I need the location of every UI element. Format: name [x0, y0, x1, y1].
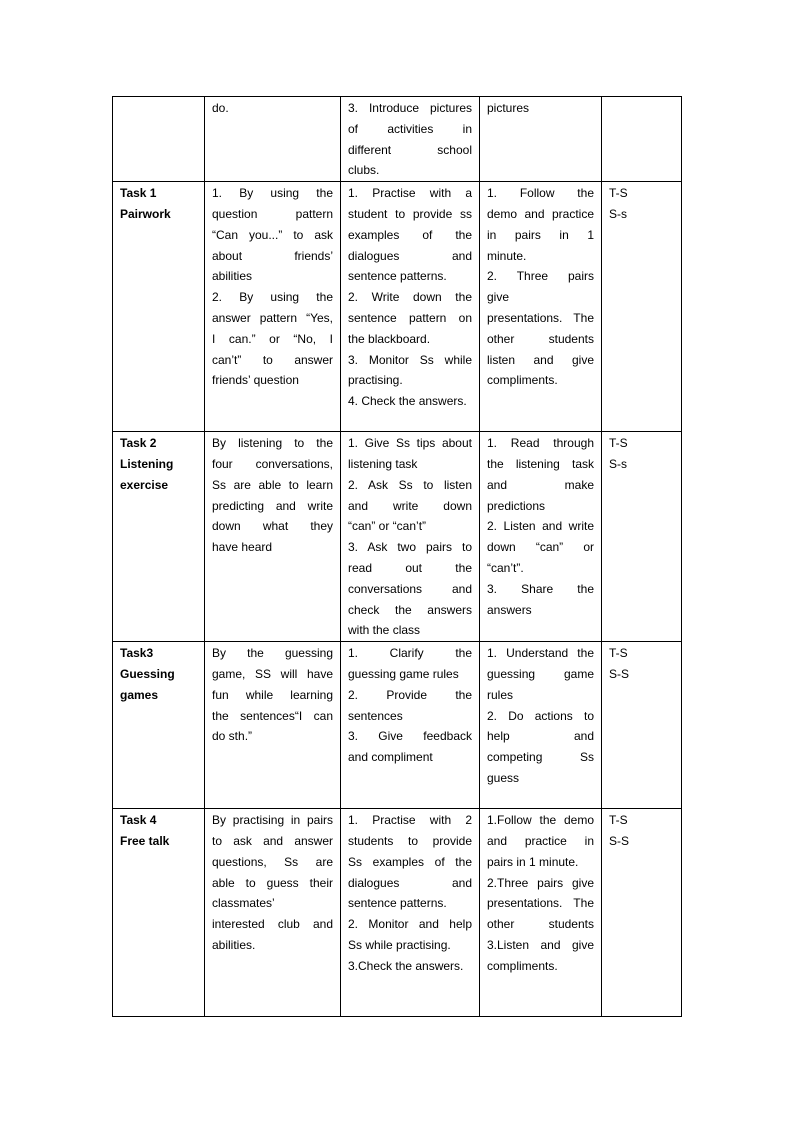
objective-cell	[205, 642, 341, 809]
interaction-text-line: S-s	[609, 206, 627, 221]
teacher-text-line: sentence pattern on	[348, 310, 472, 325]
objective-text-line: down what they	[212, 519, 333, 534]
teacher-text-line: the blackboard.	[348, 331, 431, 346]
teacher-text-line: dialogues and	[348, 248, 472, 263]
teacher-text-line: students to provide	[348, 833, 472, 848]
stage-text-line: Task 2	[120, 436, 157, 451]
student-text-line: 1.Follow the demo	[487, 813, 594, 828]
teacher-text-line: and compliment	[348, 750, 433, 765]
table-row	[113, 809, 682, 1017]
objective-text-line: about friends’	[212, 248, 333, 263]
student-text-line: demo and practice	[487, 206, 594, 221]
teacher-text-line: 3. Monitor Ss while	[348, 352, 472, 367]
student-text-line: 2. Listen and write	[487, 519, 594, 534]
teacher-text-line: 2. Ask Ss to listen	[348, 477, 472, 492]
student-text-line: guess	[487, 770, 520, 785]
stage-text-line: Task 1	[120, 186, 157, 201]
objective-text-line: can’t” to answer	[212, 352, 333, 367]
objective-cell	[205, 432, 341, 642]
stage-text-line: Pairwork	[120, 206, 171, 221]
teacher-text-line: 1. Clarify the	[348, 646, 472, 661]
student-text-line: presentations. The	[487, 310, 594, 325]
teacher-text-line: 2. Provide the	[348, 687, 472, 702]
stage-text-line: Guessing	[120, 666, 175, 681]
stage-cell	[113, 809, 205, 1017]
teacher-text-line: 3. Give feedback	[348, 729, 472, 744]
student-text-line: and make	[487, 477, 594, 492]
student-text-line: predictions	[487, 498, 546, 513]
teacher-text-line: practising.	[348, 373, 403, 388]
student-text-line: 2.Three pairs give	[487, 875, 594, 890]
interaction-cell	[602, 642, 682, 809]
interaction-text-line: S-S	[609, 666, 630, 681]
student-text-line: help and	[487, 729, 594, 744]
interaction-cell	[602, 432, 682, 642]
teacher-text-line: 3.Check the answers.	[348, 958, 464, 973]
student-text-line: pictures	[487, 101, 530, 115]
teacher-text-line: 2. Monitor and help	[348, 917, 472, 932]
objective-cell	[205, 182, 341, 432]
table-body	[113, 97, 682, 1017]
interaction-text-line: T-S	[609, 186, 628, 201]
student-text-line: compliments.	[487, 958, 558, 973]
teacher-text-line: sentence patterns.	[348, 896, 447, 911]
student-text-line: 1. Read through	[487, 436, 594, 451]
student-text-line: listen and give	[487, 352, 594, 367]
student-activity-cell	[480, 809, 602, 1017]
stage-text-line: exercise	[120, 477, 169, 492]
teacher-text-line: 4. Check the answers.	[348, 394, 467, 409]
table-row	[113, 182, 682, 432]
student-activity-cell	[480, 432, 602, 642]
student-text-line: in pairs in 1	[487, 227, 594, 242]
stage-text-line: games	[120, 687, 159, 702]
stage-cell	[113, 97, 205, 182]
teacher-text-line: dialogues and	[348, 875, 472, 890]
interaction-text-line: T-S	[609, 436, 628, 451]
student-text-line: minute.	[487, 248, 527, 263]
objective-text-line: interested club and	[212, 917, 333, 932]
student-text-line: down “can” or	[487, 540, 594, 555]
teacher-text-line: sentences	[348, 708, 403, 723]
objective-text-line: have heard	[212, 540, 273, 555]
teacher-text-line: Ss while practising.	[348, 937, 451, 952]
objective-text-line: question pattern	[212, 206, 333, 221]
teacher-text-line: guessing game rules	[348, 666, 459, 681]
objective-cell	[205, 809, 341, 1017]
interaction-cell	[602, 809, 682, 1017]
student-text-line: competing Ss	[487, 750, 594, 765]
objective-text-line: Ss are able to learn	[212, 477, 333, 492]
objective-text-line: friends’ question	[212, 373, 299, 388]
objective-text-line: 1. By using the	[212, 186, 333, 201]
table-row	[113, 642, 682, 809]
objective-text-line: answer pattern “Yes,	[212, 310, 333, 325]
teacher-text-line: 1. Give Ss tips about	[348, 436, 472, 451]
student-text-line: compliments.	[487, 373, 558, 388]
interaction-cell	[602, 182, 682, 432]
teacher-text-line: different school	[348, 142, 472, 157]
objective-text-line: fun while learning	[212, 687, 333, 702]
student-text-line: guessing game	[487, 666, 594, 681]
teacher-text-line: read out the	[348, 560, 472, 575]
objective-text-line: By practising in pairs	[212, 813, 333, 828]
stage-cell	[113, 642, 205, 809]
student-text-line: 1. Understand the	[487, 646, 594, 661]
lesson-plan-table	[112, 96, 682, 1017]
interaction-text-line: T-S	[609, 813, 628, 828]
teacher-text-line: clubs.	[348, 163, 380, 178]
student-text-line: 1. Follow the	[487, 186, 594, 201]
teacher-text-line: 3. Ask two pairs to	[348, 540, 472, 555]
teacher-text-line: sentence patterns.	[348, 269, 447, 284]
objective-text-line: do sth.”	[212, 729, 253, 744]
student-activity-cell	[480, 642, 602, 809]
teacher-text-line: 2. Write down the	[348, 290, 472, 305]
teacher-text-line: student to provide ss	[348, 206, 472, 221]
student-text-line: other students	[487, 331, 594, 346]
teacher-text-line: 1. Practise with 2	[348, 813, 472, 828]
objective-cell	[205, 97, 341, 182]
stage-text-line: Task3	[120, 646, 154, 661]
interaction-cell	[602, 97, 682, 182]
teacher-text-line: with the class	[348, 623, 421, 638]
student-text-line: pairs in 1 minute.	[487, 854, 579, 869]
student-text-line: give	[487, 290, 510, 305]
interaction-text-line: S-s	[609, 456, 627, 471]
teacher-text-line: “can” or “can’t”	[348, 519, 427, 534]
objective-text-line: predicting and write	[212, 498, 333, 513]
teacher-activity-cell	[341, 432, 480, 642]
student-text-line: the listening task	[487, 456, 594, 471]
teacher-text-line: 3. Introduce pictures	[348, 101, 472, 115]
teacher-text-line: 1. Practise with a	[348, 186, 472, 201]
stage-text-line: Listening	[120, 456, 174, 471]
objective-text-line: I can.” or “No, I	[212, 331, 333, 346]
objective-text-line: game, SS will have	[212, 666, 333, 681]
student-text-line: 2. Three pairs	[487, 269, 594, 284]
interaction-text-line: S-S	[609, 833, 630, 848]
student-text-line: answers	[487, 602, 532, 617]
teacher-text-line: conversations and	[348, 581, 472, 596]
objective-text-line: questions, Ss are	[212, 854, 333, 869]
teacher-text-line: of activities in	[348, 121, 472, 136]
objective-text-line: able to guess their	[212, 875, 333, 890]
student-text-line: rules	[487, 687, 514, 702]
teacher-text-line: Ss examples of the	[348, 854, 472, 869]
objective-text-line: 2. By using the	[212, 290, 333, 305]
teacher-text-line: examples of the	[348, 227, 472, 242]
student-activity-cell	[480, 97, 602, 182]
teacher-activity-cell	[341, 182, 480, 432]
student-text-line: and practice in	[487, 833, 594, 848]
stage-text-line: Free talk	[120, 833, 170, 848]
stage-text-line: Task 4	[120, 813, 157, 828]
teacher-activity-cell	[341, 642, 480, 809]
student-text-line: other students	[487, 917, 594, 932]
teacher-text-line: and write down	[348, 498, 472, 513]
objective-text-line: “Can you...” to ask	[212, 227, 333, 242]
stage-cell	[113, 182, 205, 432]
objective-text-line: to ask and answer	[212, 833, 333, 848]
objective-text-line: By listening to the	[212, 436, 333, 451]
table-row	[113, 97, 682, 182]
teacher-activity-cell	[341, 809, 480, 1017]
objective-text-line: By the guessing	[212, 646, 333, 661]
teacher-text-line: listening task	[348, 456, 418, 471]
interaction-text-line: T-S	[609, 646, 628, 661]
student-text-line: 3.Listen and give	[487, 937, 594, 952]
student-text-line: “can’t”.	[487, 560, 524, 575]
student-text-line: presentations. The	[487, 896, 594, 911]
teacher-activity-cell	[341, 97, 480, 182]
objective-text-line: abilities	[212, 269, 253, 284]
objective-text-line: abilities.	[212, 937, 256, 952]
objective-text-line: the sentences“I can	[212, 708, 333, 723]
objective-text-line: classmates’	[212, 896, 275, 911]
student-text-line: 3. Share the	[487, 581, 594, 596]
table-row	[113, 432, 682, 642]
objective-text-line: do.	[212, 101, 229, 115]
objective-text-line: four conversations,	[212, 456, 333, 471]
teacher-text-line: check the answers	[348, 602, 472, 617]
student-activity-cell	[480, 182, 602, 432]
student-text-line: 2. Do actions to	[487, 708, 594, 723]
stage-cell	[113, 432, 205, 642]
